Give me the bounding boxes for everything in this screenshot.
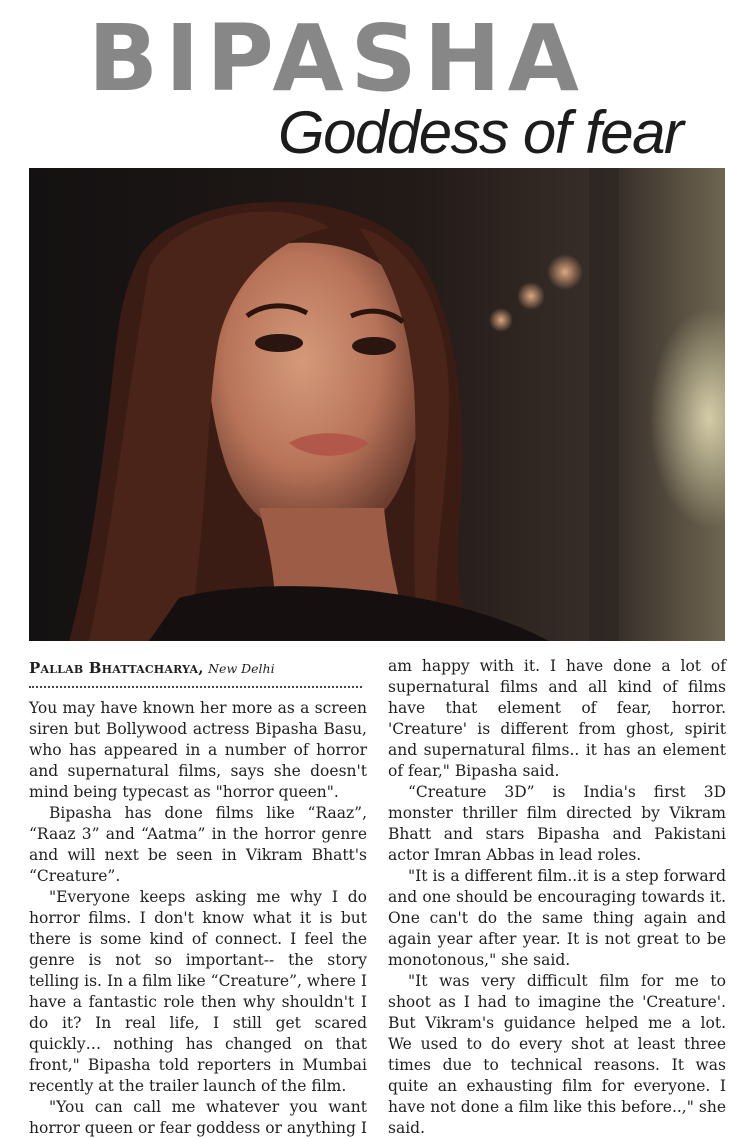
- article-column-left: [29, 656, 367, 1139]
- article-paragraph: "It was very difficult film for me to shoot as I had to imagine the 'Creature'. But Vikram's guidance helped me a lot. We used to do every shot at least three times due to technical reasons. It was quite an exhausting film for everyone. I have not done a film like this before..," she said.: [388, 972, 726, 1137]
- subheadline: Goddess of fear: [278, 99, 683, 166]
- dotted-divider: [29, 686, 362, 688]
- headline: BIPASHA: [88, 5, 586, 112]
- byline-place: New Delhi: [208, 661, 275, 676]
- article-paragraph: "You can call me whatever you want horror queen or fear goddess or anything I: [29, 1098, 367, 1137]
- article-paragraph: "It is a different film..it is a step forward and one should be encouraging towards it. One can't do the same thing again and again year after year. It is not great to be monotonous," she said.: [388, 867, 726, 969]
- article-paragraph: “Creature 3D” is India's first 3D monster thriller film directed by Vikram Bhatt and stars Bipasha and Pakistani actor Imran Abbas in lead roles.: [388, 783, 726, 864]
- article-column-right: [388, 656, 726, 1139]
- byline: [29, 656, 367, 681]
- byline-author: Pallab Bhattacharya,: [29, 659, 204, 677]
- portrait-photo: [29, 168, 725, 641]
- article-paragraph: am happy with it. I have done a lot of supernatural films and all kind of films have that element of fear, horror. 'Creature' is different from ghost, spirit and supernatural films.. it has an element of fear," Bipasha said.: [388, 657, 726, 780]
- article-paragraph: Bipasha has done films like “Raaz”, “Raaz 3” and “Aatma” in the horror genre and will next be seen in Vikram Bhatt's “Creature”.: [29, 804, 367, 885]
- article-paragraph: You may have known her more as a screen siren but Bollywood actress Bipasha Basu, who has appeared in a number of horror and supernatural films, says she doesn't mind being typecast as "horror queen".: [29, 699, 367, 801]
- article-paragraph: "Everyone keeps asking me why I do horror films. I don't know what it is but there is some kind of connect. I feel the genre is not so important-- the story telling is. In a film like “Creature”, where I have a fantastic role then why shouldn't I do it? In real life, I still get scared quickly… nothing has changed on that front," Bipasha told reporters in Mumbai recently at the trailer launch of the film.: [29, 888, 367, 1095]
